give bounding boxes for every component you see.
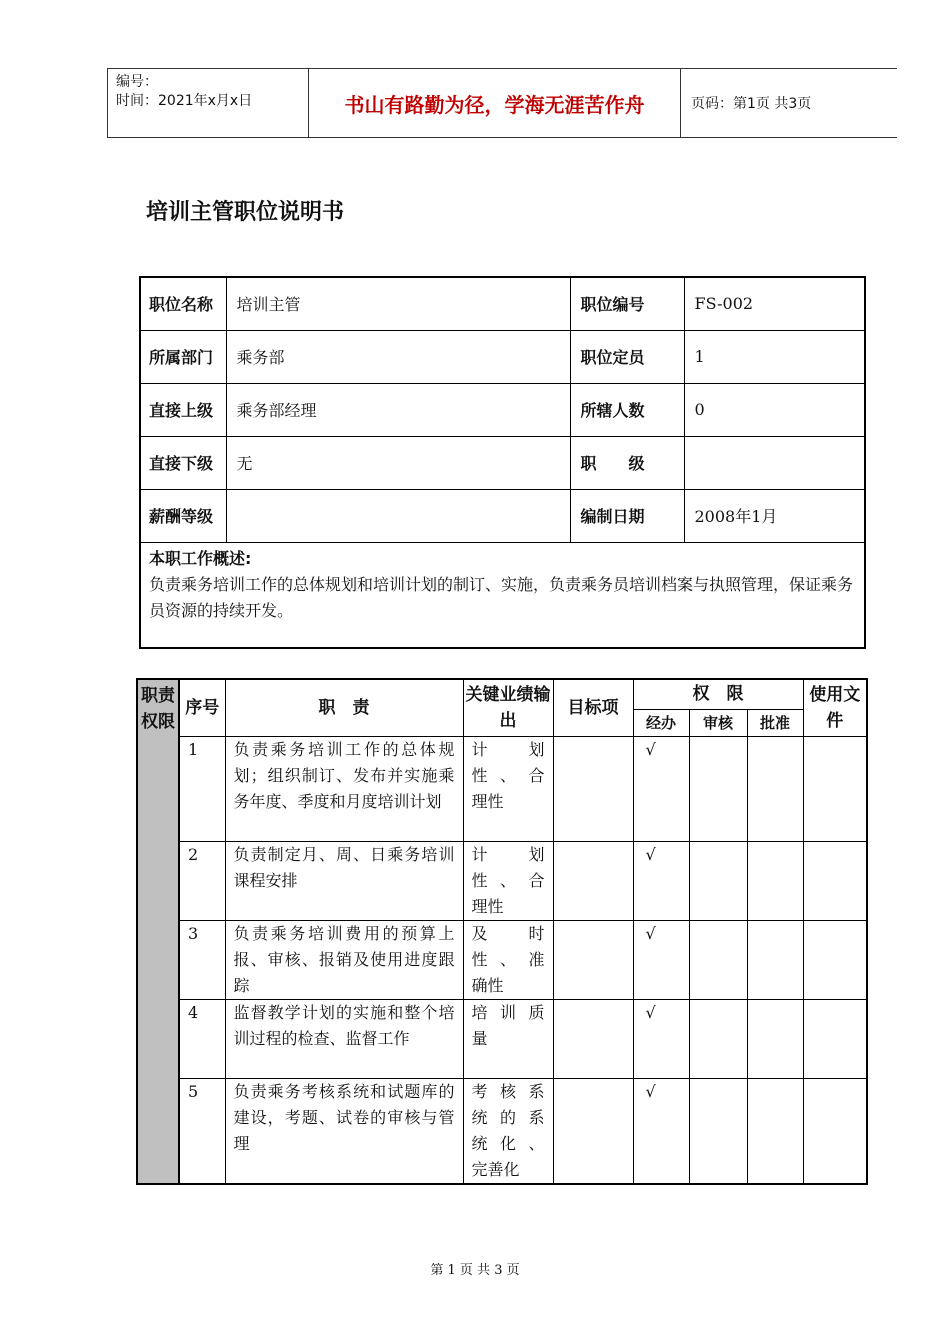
info-row [140, 277, 865, 330]
table-row [137, 999, 867, 1078]
info-value [226, 489, 570, 542]
info-label-2: 所辖人数 [570, 383, 684, 436]
row-handle: √ [633, 841, 689, 920]
table-row [137, 920, 867, 999]
row-doc [803, 920, 867, 999]
row-review [689, 736, 747, 841]
position-info-table [139, 276, 866, 649]
table-row [137, 841, 867, 920]
row-review [689, 920, 747, 999]
info-value: 无 [226, 436, 570, 489]
kpi-line: 统化、 [471, 1133, 545, 1153]
info-value-2: 2008年1月 [684, 489, 865, 542]
row-handle: √ [633, 999, 689, 1078]
info-label: 直接下级 [140, 436, 226, 489]
info-value: 乘务部 [226, 330, 570, 383]
row-target [553, 736, 633, 841]
kpi-line: 性、合 [471, 765, 545, 785]
info-value-2: FS-002 [684, 277, 865, 330]
info-row [140, 330, 865, 383]
info-row [140, 436, 865, 489]
row-handle: √ [633, 1078, 689, 1184]
info-row [140, 489, 865, 542]
kpi-line: 完善化 [471, 1159, 520, 1179]
row-review [689, 999, 747, 1078]
row-seq: 5 [179, 1078, 225, 1184]
row-kpi [463, 920, 553, 999]
info-label: 直接上级 [140, 383, 226, 436]
row-target [553, 1078, 633, 1184]
row-approve [747, 1078, 803, 1184]
col-seq: 序号 [179, 679, 225, 736]
row-seq: 2 [179, 841, 225, 920]
info-label-2: 职 级 [570, 436, 684, 489]
row-duty: 负责乘务培训工作的总体规划；组织制订、发布并实施乘务年度、季度和月度培训计划 [225, 736, 463, 841]
row-handle: √ [633, 920, 689, 999]
row-duty: 负责乘务培训费用的预算上报、审核、报销及使用进度跟踪 [225, 920, 463, 999]
info-label: 职位名称 [140, 277, 226, 330]
kpi-line: 性、合 [471, 870, 545, 890]
header-page-info: 页码：第1页 共3页 [691, 96, 812, 112]
document-title: 培训主管职位说明书 [146, 200, 345, 225]
info-value-2 [684, 436, 865, 489]
duty-authority-table [136, 678, 868, 1185]
col-approve: 批准 [747, 709, 803, 736]
info-label: 所属部门 [140, 330, 226, 383]
kpi-line: 计 划 [471, 844, 545, 864]
kpi-line: 计 划 [471, 739, 545, 759]
row-approve [747, 841, 803, 920]
row-kpi [463, 841, 553, 920]
row-handle: √ [633, 736, 689, 841]
kpi-line: 考核系 [471, 1081, 545, 1101]
row-duty: 负责制定月、周、日乘务培训课程安排 [225, 841, 463, 920]
row-seq: 4 [179, 999, 225, 1078]
col-target: 目标项 [553, 679, 633, 736]
row-approve [747, 999, 803, 1078]
summary-title: 本职工作概述: [149, 548, 252, 568]
col-authority: 权 限 [633, 679, 803, 709]
doc-time-label: 时间：2021年x月x日 [116, 93, 253, 109]
row-doc [803, 736, 867, 841]
summary-row [140, 542, 865, 648]
row-duty: 监督教学计划的实施和整个培训过程的检查、监督工作 [225, 999, 463, 1078]
summary-text: 负责乘务培训工作的总体规划和培训计划的制订、实施，负责乘务员培训档案与执照管理，保证乘务员资源的持续开发。 [149, 574, 854, 620]
row-approve [747, 920, 803, 999]
row-review [689, 841, 747, 920]
job-summary [140, 542, 865, 648]
header-motto: 书山有路勤为径，学海无涯苦作舟 [309, 69, 681, 137]
kpi-line: 确性 [471, 975, 504, 995]
info-row [140, 383, 865, 436]
col-kpi: 关键业绩输出 [463, 679, 553, 736]
info-label-2: 职位定员 [570, 330, 684, 383]
info-label-2: 职位编号 [570, 277, 684, 330]
row-review [689, 1078, 747, 1184]
page-header [107, 68, 897, 138]
kpi-line: 培训质 [471, 1002, 545, 1022]
table-row [137, 736, 867, 841]
table-row [137, 1078, 867, 1184]
info-value: 培训主管 [226, 277, 570, 330]
info-label-2: 编制日期 [570, 489, 684, 542]
row-duty: 负责乘务考核系统和试题库的建设，考题、试卷的审核与管理 [225, 1078, 463, 1184]
kpi-line: 量 [471, 1028, 488, 1048]
doc-code-label: 编号： [116, 74, 158, 90]
row-kpi [463, 736, 553, 841]
col-duty: 职 责 [225, 679, 463, 736]
col-review: 审核 [689, 709, 747, 736]
info-value-2: 1 [684, 330, 865, 383]
row-kpi [463, 1078, 553, 1184]
kpi-line: 及 时 [471, 923, 545, 943]
info-value-2: 0 [684, 383, 865, 436]
page-footer: 第 1 页 共 3 页 [430, 1263, 520, 1278]
kpi-line: 理性 [471, 791, 504, 811]
header-meta [107, 69, 309, 137]
col-doc: 使用文件 [803, 679, 867, 736]
side-label: 职责权限 [137, 679, 179, 1184]
row-target [553, 920, 633, 999]
row-target [553, 999, 633, 1078]
row-approve [747, 736, 803, 841]
kpi-line: 统的系 [471, 1107, 545, 1127]
kpi-line: 理性 [471, 896, 504, 916]
row-doc [803, 999, 867, 1078]
col-handle: 经办 [633, 709, 689, 736]
row-seq: 1 [179, 736, 225, 841]
info-value: 乘务部经理 [226, 383, 570, 436]
row-doc [803, 1078, 867, 1184]
row-kpi [463, 999, 553, 1078]
kpi-line: 性、准 [471, 949, 545, 969]
info-label: 薪酬等级 [140, 489, 226, 542]
header-row [137, 679, 867, 709]
row-seq: 3 [179, 920, 225, 999]
row-doc [803, 841, 867, 920]
row-target [553, 841, 633, 920]
